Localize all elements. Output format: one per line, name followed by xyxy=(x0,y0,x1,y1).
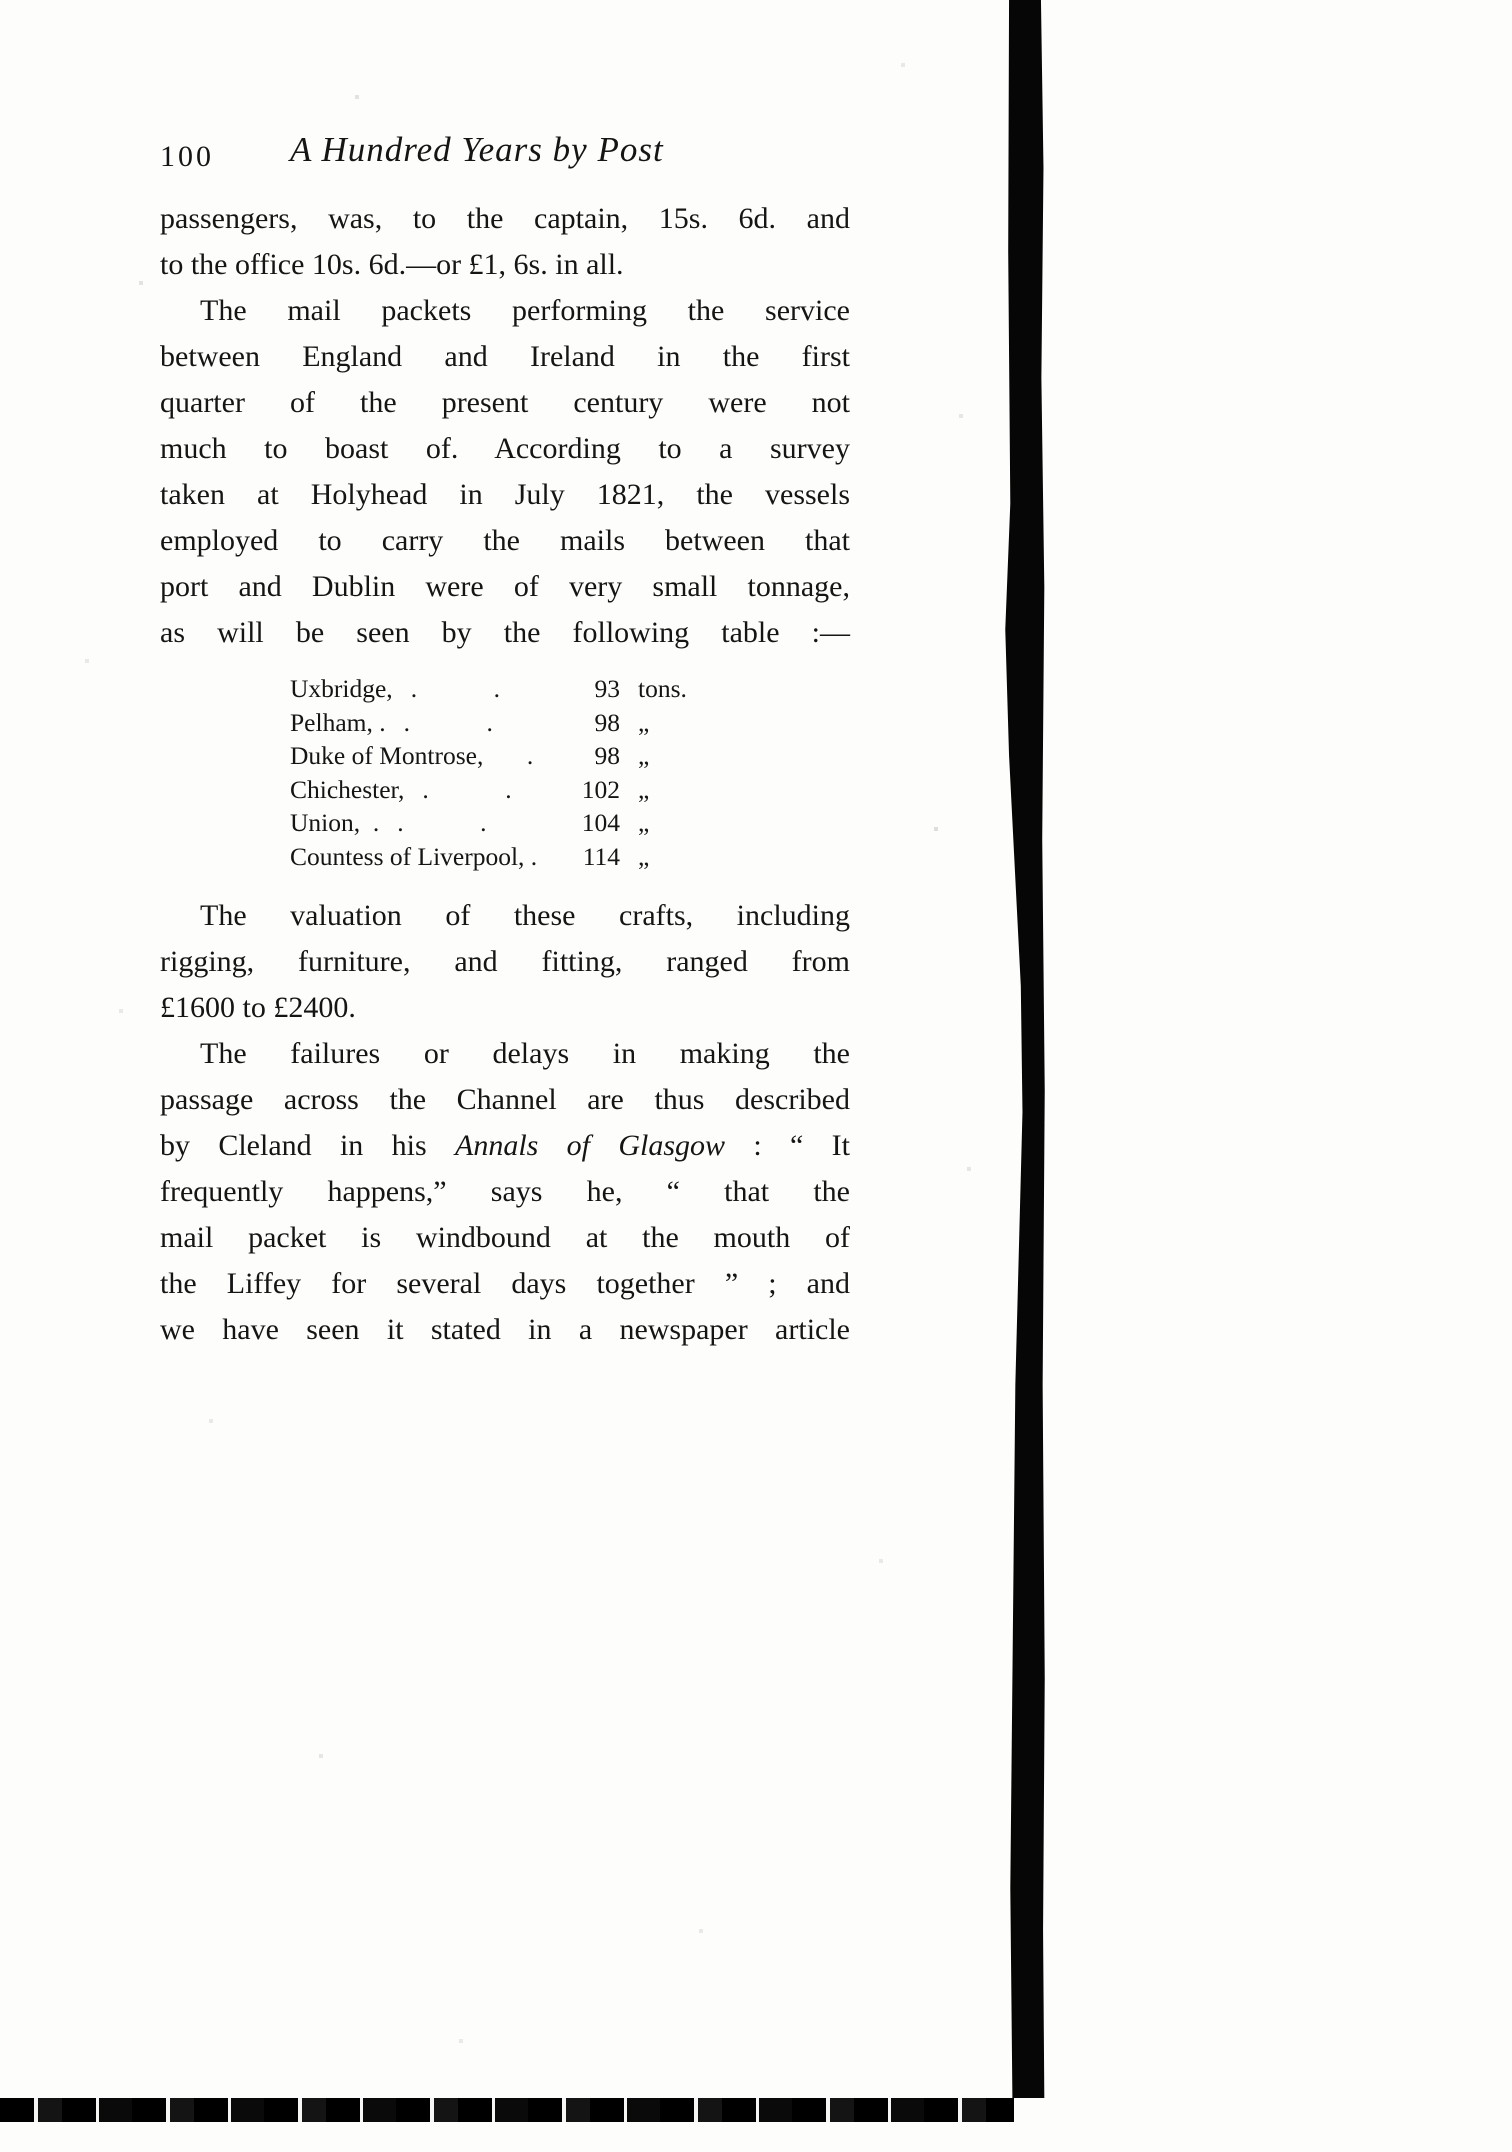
ship-tonnage: 102 xyxy=(581,774,620,804)
tonnage-unit: „ xyxy=(638,774,650,804)
tonnage-table xyxy=(290,672,730,873)
paragraph xyxy=(160,893,850,1031)
tonnage-unit: „ xyxy=(638,741,650,770)
page-header xyxy=(160,130,850,184)
book-title-italic: Annals of Glasgow xyxy=(455,1129,726,1162)
text-line: the Liffey for several days together ” ; and xyxy=(160,1267,850,1300)
text-line: port and Dublin were of very small tonnage, xyxy=(160,570,850,603)
text-line: passengers, was, to the captain, 15s. 6d. and xyxy=(160,202,850,235)
ship-name: Union, . xyxy=(290,808,380,837)
text-line: £1600 to £2400. xyxy=(160,991,356,1024)
text-line: quarter of the present century were not xyxy=(160,386,850,419)
text-line: rigging, furniture, and fitting, ranged from xyxy=(160,945,850,978)
running-title: A Hundred Years by Post xyxy=(290,130,664,169)
scan-edge-artifact xyxy=(0,2098,1014,2122)
leader-dots: . . xyxy=(410,674,500,703)
ship-name: Uxbridge, xyxy=(290,674,393,703)
table-row xyxy=(290,806,730,840)
leader-dots: . xyxy=(501,741,534,770)
ship-tonnage: 98 xyxy=(594,707,620,737)
table-row xyxy=(290,706,730,740)
page-number: 100 xyxy=(160,140,214,173)
ship-tonnage: 93 xyxy=(594,674,620,703)
ship-name: Chichester, xyxy=(290,774,405,804)
text-line: passage across the Channel are thus described xyxy=(160,1083,850,1116)
tonnage-unit: „ xyxy=(638,707,650,737)
text-line: much to boast of. According to a survey xyxy=(160,432,850,465)
text-line: The failures or delays in making the xyxy=(200,1037,850,1070)
book-binding-shadow xyxy=(1004,0,1046,2098)
text-segment: by Cleland in his xyxy=(160,1129,455,1162)
tonnage-unit: tons. xyxy=(638,674,687,703)
paragraph xyxy=(160,288,850,656)
text-line: between England and Ireland in the first xyxy=(160,340,850,373)
leader-dots: . . xyxy=(403,707,493,737)
text-line: to the office 10s. 6d.—or £1, 6s. in all. xyxy=(160,248,624,281)
table-row xyxy=(290,840,730,874)
text-line: we have seen it stated in a newspaper article xyxy=(160,1313,850,1346)
text-line: mail packet is windbound at the mouth of xyxy=(160,1221,850,1254)
ship-name: Countess of Liverpool, . xyxy=(290,841,538,871)
ship-name: Duke of Montrose, xyxy=(290,741,484,770)
scan-noise xyxy=(0,0,2,2)
text-line: The valuation of these crafts, including xyxy=(200,899,850,932)
text-line: as will be seen by the following table :— xyxy=(160,616,850,649)
leader-dots: . . xyxy=(397,808,487,837)
text-line: frequently happens,” says he, “ that the xyxy=(160,1175,850,1208)
text-line: The mail packets performing the service xyxy=(200,294,850,327)
table-row xyxy=(290,773,730,807)
paragraph xyxy=(160,196,850,288)
table-row xyxy=(290,672,730,706)
ship-tonnage: 98 xyxy=(594,741,620,770)
ship-name: Pelham, . xyxy=(290,707,386,737)
ship-tonnage: 114 xyxy=(582,841,620,871)
tonnage-unit: „ xyxy=(638,808,650,837)
text-line: taken at Holyhead in July 1821, the vessels xyxy=(160,478,850,511)
body-text-column xyxy=(160,196,850,1353)
paragraph xyxy=(160,1031,850,1353)
leader-dots: . . xyxy=(422,774,512,804)
text-line: employed to carry the mails between that xyxy=(160,524,850,557)
text-segment: : “ It xyxy=(725,1129,851,1162)
ship-tonnage: 104 xyxy=(581,808,620,837)
text-line xyxy=(160,1123,850,1169)
table-row xyxy=(290,739,730,773)
tonnage-unit: „ xyxy=(638,841,650,871)
